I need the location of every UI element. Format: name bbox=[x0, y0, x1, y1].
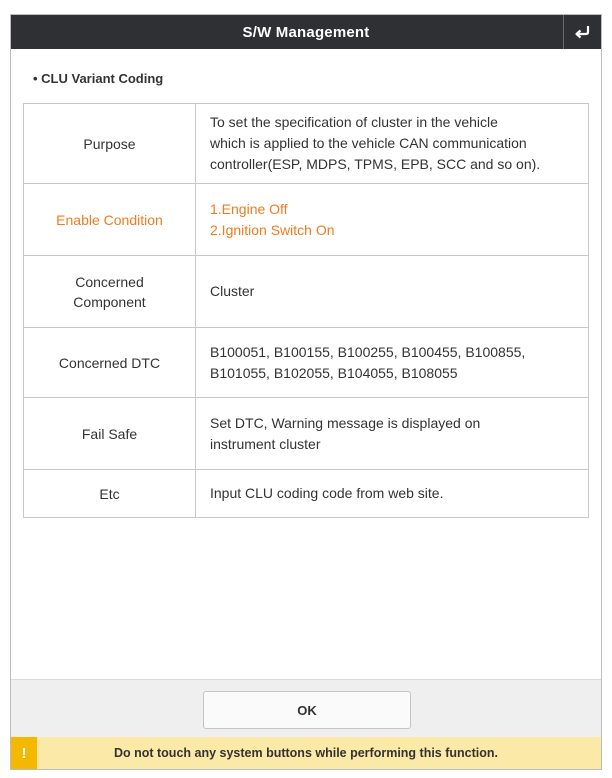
row-value-purpose bbox=[196, 104, 589, 184]
value-line: Input CLU coding code from web site. bbox=[210, 485, 444, 501]
row-value-concerned-dtc bbox=[196, 328, 589, 398]
value-line: 2.Ignition Switch On bbox=[210, 221, 335, 238]
table-row bbox=[24, 470, 589, 518]
back-button[interactable] bbox=[563, 15, 601, 49]
table-row bbox=[24, 104, 589, 184]
label-line: Component bbox=[73, 293, 146, 310]
row-label-purpose: Purpose bbox=[24, 104, 196, 184]
value-line: which is applied to the vehicle CAN communication bbox=[210, 135, 527, 151]
info-table bbox=[23, 103, 589, 518]
warning-icon: ! bbox=[11, 737, 37, 769]
row-label-fail-safe: Fail Safe bbox=[24, 398, 196, 470]
value-line: To set the specification of cluster in the vehicle bbox=[210, 114, 498, 130]
row-label-concerned-dtc: Concerned DTC bbox=[24, 328, 196, 398]
value-line: controller(ESP, MDPS, TPMS, EPB, SCC and so on). bbox=[210, 156, 541, 172]
table-row bbox=[24, 256, 589, 328]
value-line: B100051, B100155, B100255, B100455, B100855, bbox=[210, 343, 526, 360]
warning-message: Do not touch any system buttons while performing this function. bbox=[113, 746, 499, 760]
warning-bar bbox=[11, 737, 601, 769]
row-label-concerned-component bbox=[24, 256, 196, 328]
row-value-concerned-component bbox=[196, 256, 589, 328]
title-bar bbox=[11, 15, 601, 49]
dialog-footer bbox=[11, 679, 601, 737]
table-row bbox=[24, 184, 589, 256]
row-value-enable-condition bbox=[196, 184, 589, 256]
table-row bbox=[24, 398, 589, 470]
value-line: Set DTC, Warning message is displayed on bbox=[210, 414, 481, 431]
value-line: Cluster bbox=[210, 283, 255, 299]
section-heading: • CLU Variant Coding bbox=[33, 71, 164, 86]
label-line: Concerned bbox=[75, 273, 144, 290]
row-value-fail-safe bbox=[196, 398, 589, 470]
row-label-etc: Etc bbox=[24, 470, 196, 518]
row-label-enable-condition: Enable Condition bbox=[24, 184, 196, 256]
value-line: B101055, B102055, B104055, B108055 bbox=[210, 364, 458, 381]
table-row bbox=[24, 328, 589, 398]
row-value-etc bbox=[196, 470, 589, 518]
window-title: S/W Management bbox=[242, 23, 370, 41]
sw-management-window bbox=[10, 14, 602, 770]
return-arrow-icon bbox=[574, 24, 592, 40]
value-line: instrument cluster bbox=[210, 435, 321, 452]
value-line: 1.Engine Off bbox=[210, 200, 288, 217]
ok-button[interactable]: OK bbox=[203, 691, 411, 729]
